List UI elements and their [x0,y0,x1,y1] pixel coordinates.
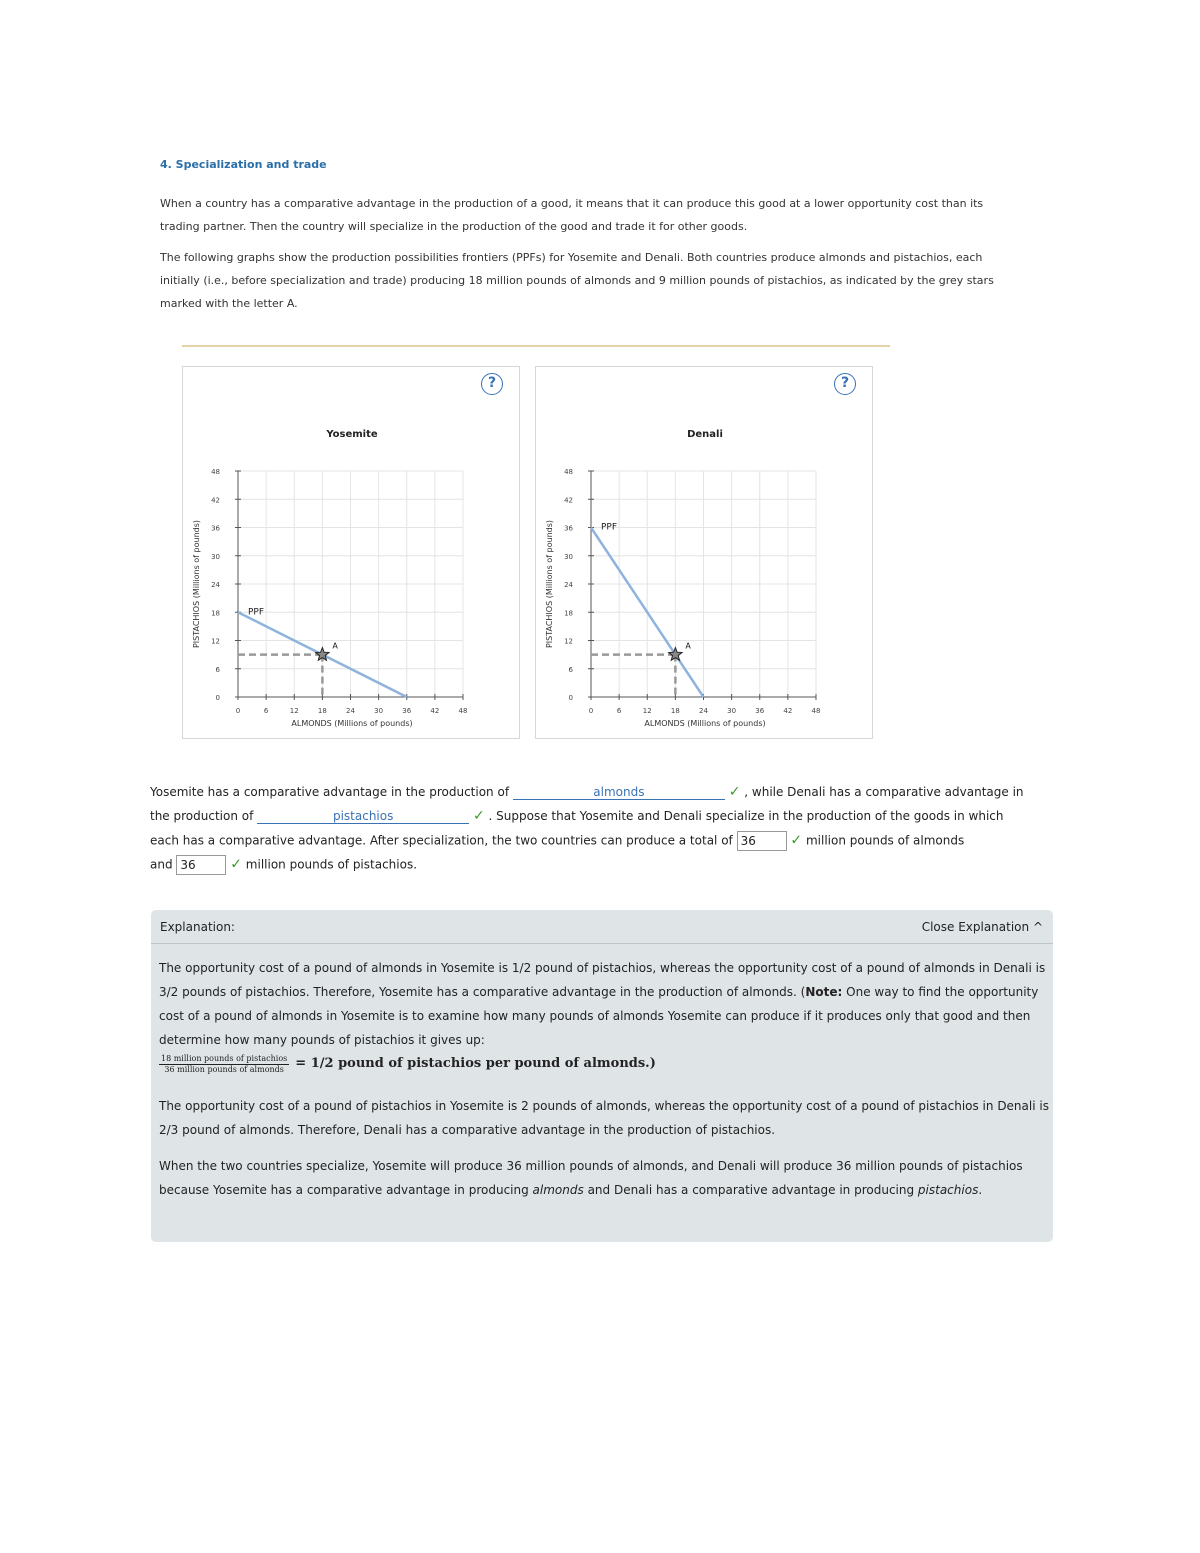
y-tick-label: 6 [215,665,220,674]
answer-text: , while Denali has a comparative advantage in [744,785,1024,799]
answer-text: the production of [150,809,254,823]
divider [182,345,890,347]
x-tick-label: 18 [317,707,327,715]
y-tick-label: 24 [564,581,573,589]
explanation-text: The opportunity cost of a pound of almonds in Yosemite is 1/2 pound of pistachios, whereas the opportunity cost of a pound of almonds in Denali is 3/2 pounds of pistachios. Therefore, Yosemite has a comparative advantage in the production of almonds. ( [159,961,1046,999]
intro-paragraph-1: When a country has a comparative advantage in the production of a good, it means that it can produce this good at a lower opportunity cost than its trading partner. Then the country will specialize in the production of the good and trade it for other goods. [160,197,984,233]
answer-text: and [150,857,173,872]
explanation-text: When the two countries specialize, Yosemite will produce 36 million pounds of almonds, and Denali will produce 36 million pounds of pistachios because Yosemite has a comparative advantage in producing [159,1159,1023,1197]
explanation-title: Explanation: [160,920,235,934]
fraction-result: = 1/2 pound of pistachios per pound of almonds.) [295,1056,656,1071]
correct-check-icon: ✓ [230,856,242,873]
y-axis-label: PISTACHIOS (Millions of pounds) [192,519,201,649]
x-tick-label: 48 [811,707,821,715]
yosemite-graph-panel [182,366,520,739]
explanation-text: and Denali has a comparative advantage in producing [583,1183,918,1197]
yosemite-ppf-chart [183,367,521,740]
explanation-paragraph-3 [159,1154,1049,1202]
x-tick-label: 36 [402,707,412,715]
chart-title: Denali [687,429,723,440]
explanation-emphasis: almonds [532,1183,584,1197]
x-tick-label: 24 [699,707,708,715]
almonds-total-input[interactable]: 36 [737,831,787,851]
x-tick-label: 0 [588,707,594,715]
x-axis-label: ALMONDS (Millions of pounds) [644,719,766,728]
x-tick-label: 30 [374,707,384,715]
explanation-paragraph-1 [159,956,1049,1076]
explanation-text: One way to find the opportunity cost of a pound of almonds in Yosemite is to examine how many pounds of almonds Yosemite can produce if it produces only that good and then determine how many pounds of pistachios it gives up: [159,985,1039,1047]
denali-graph-panel [535,366,873,739]
explanation-text: . [978,1183,983,1197]
correct-check-icon: ✓ [728,784,741,800]
y-tick-label: 0 [568,694,573,702]
point-a-label: A [332,641,338,651]
y-tick-label: 18 [564,609,573,618]
x-tick-label: 24 [346,707,355,715]
ppf-label: PPF [601,522,618,533]
fraction-equation [159,1052,1049,1076]
y-tick-label: 42 [564,496,573,505]
chart-title: Yosemite [326,429,378,440]
x-tick-label: 12 [289,707,299,715]
x-tick-label: 12 [642,707,652,715]
close-explanation-button[interactable]: Close Explanation ^ [921,920,1043,934]
explanation-emphasis: pistachios [917,1183,979,1197]
help-icon[interactable]: ? [834,373,856,395]
y-axis-label: PISTACHIOS (Millions of pounds) [545,519,554,649]
y-tick-label: 30 [564,552,573,561]
almonds-dropdown[interactable]: almonds [513,785,725,800]
intro-paragraph-2: The following graphs show the production possibilities frontiers (PPFs) for Yosemite and Denali. Both countries produce almonds and pistachios, each initially (i.e., before specialization and trade) producing 18 million pounds of almonds and 9 million pounds of pistachios, as indicated by the grey stars marked with the letter A. [160,251,994,310]
y-tick-label: 12 [564,637,573,646]
explanation-panel [151,910,1053,1242]
explanation-header [151,910,1053,944]
x-tick-label: 48 [458,707,468,715]
y-tick-label: 48 [211,468,220,476]
y-tick-label: 6 [568,665,573,674]
help-icon[interactable]: ? [481,373,503,395]
answer-text: million pounds of pistachios. [245,857,418,872]
pistachios-total-input[interactable]: 36 [176,855,226,875]
y-tick-label: 42 [211,496,220,505]
point-a-label: A [685,641,691,651]
denali-ppf-chart [536,367,874,740]
y-tick-label: 24 [211,581,220,589]
pistachios-dropdown[interactable]: pistachios [257,809,469,824]
x-tick-label: 0 [235,707,241,715]
x-tick-label: 18 [670,707,680,715]
y-tick-label: 36 [211,524,220,533]
x-tick-label: 42 [430,707,440,715]
fraction [159,1054,289,1075]
answer-text: Yosemite has a comparative advantage in the production of [150,785,510,799]
x-tick-label: 6 [616,707,622,715]
correct-check-icon: ✓ [472,808,485,824]
fraction-denominator: 36 million pounds of almonds [164,1064,284,1074]
answer-text: . Suppose that Yosemite and Denali specialize in the production of the goods in which [488,809,1004,823]
y-tick-label: 36 [564,524,573,533]
y-tick-label: 30 [211,552,220,561]
y-tick-label: 12 [211,637,220,646]
x-axis-label: ALMONDS (Millions of pounds) [291,719,413,728]
correct-check-icon: ✓ [790,832,803,849]
y-tick-label: 48 [564,468,573,476]
note-label: Note: [805,985,843,999]
y-tick-label: 0 [215,694,220,702]
x-tick-label: 42 [783,707,793,715]
fraction-numerator: 18 million pounds of pistachios [161,1053,288,1063]
explanation-paragraph-2: The opportunity cost of a pound of pistachios in Yosemite is 2 pounds of almonds, whereas the opportunity cost of a pound of pistachios in Denali is 2/3 pound of almonds. Therefore, Denali has a comparative advantage in the production of pistachios. [159,1099,1049,1137]
answer-text: each has a comparative advantage. After specialization, the two countries can produce a total of [150,833,733,848]
section-heading: 4. Specialization and trade [160,158,327,171]
x-tick-label: 36 [755,707,765,715]
answer-text: million pounds of almonds [805,833,965,848]
x-tick-label: 30 [727,707,737,715]
x-tick-label: 6 [263,707,269,715]
ppf-label: PPF [248,607,265,618]
y-tick-label: 18 [211,609,220,618]
